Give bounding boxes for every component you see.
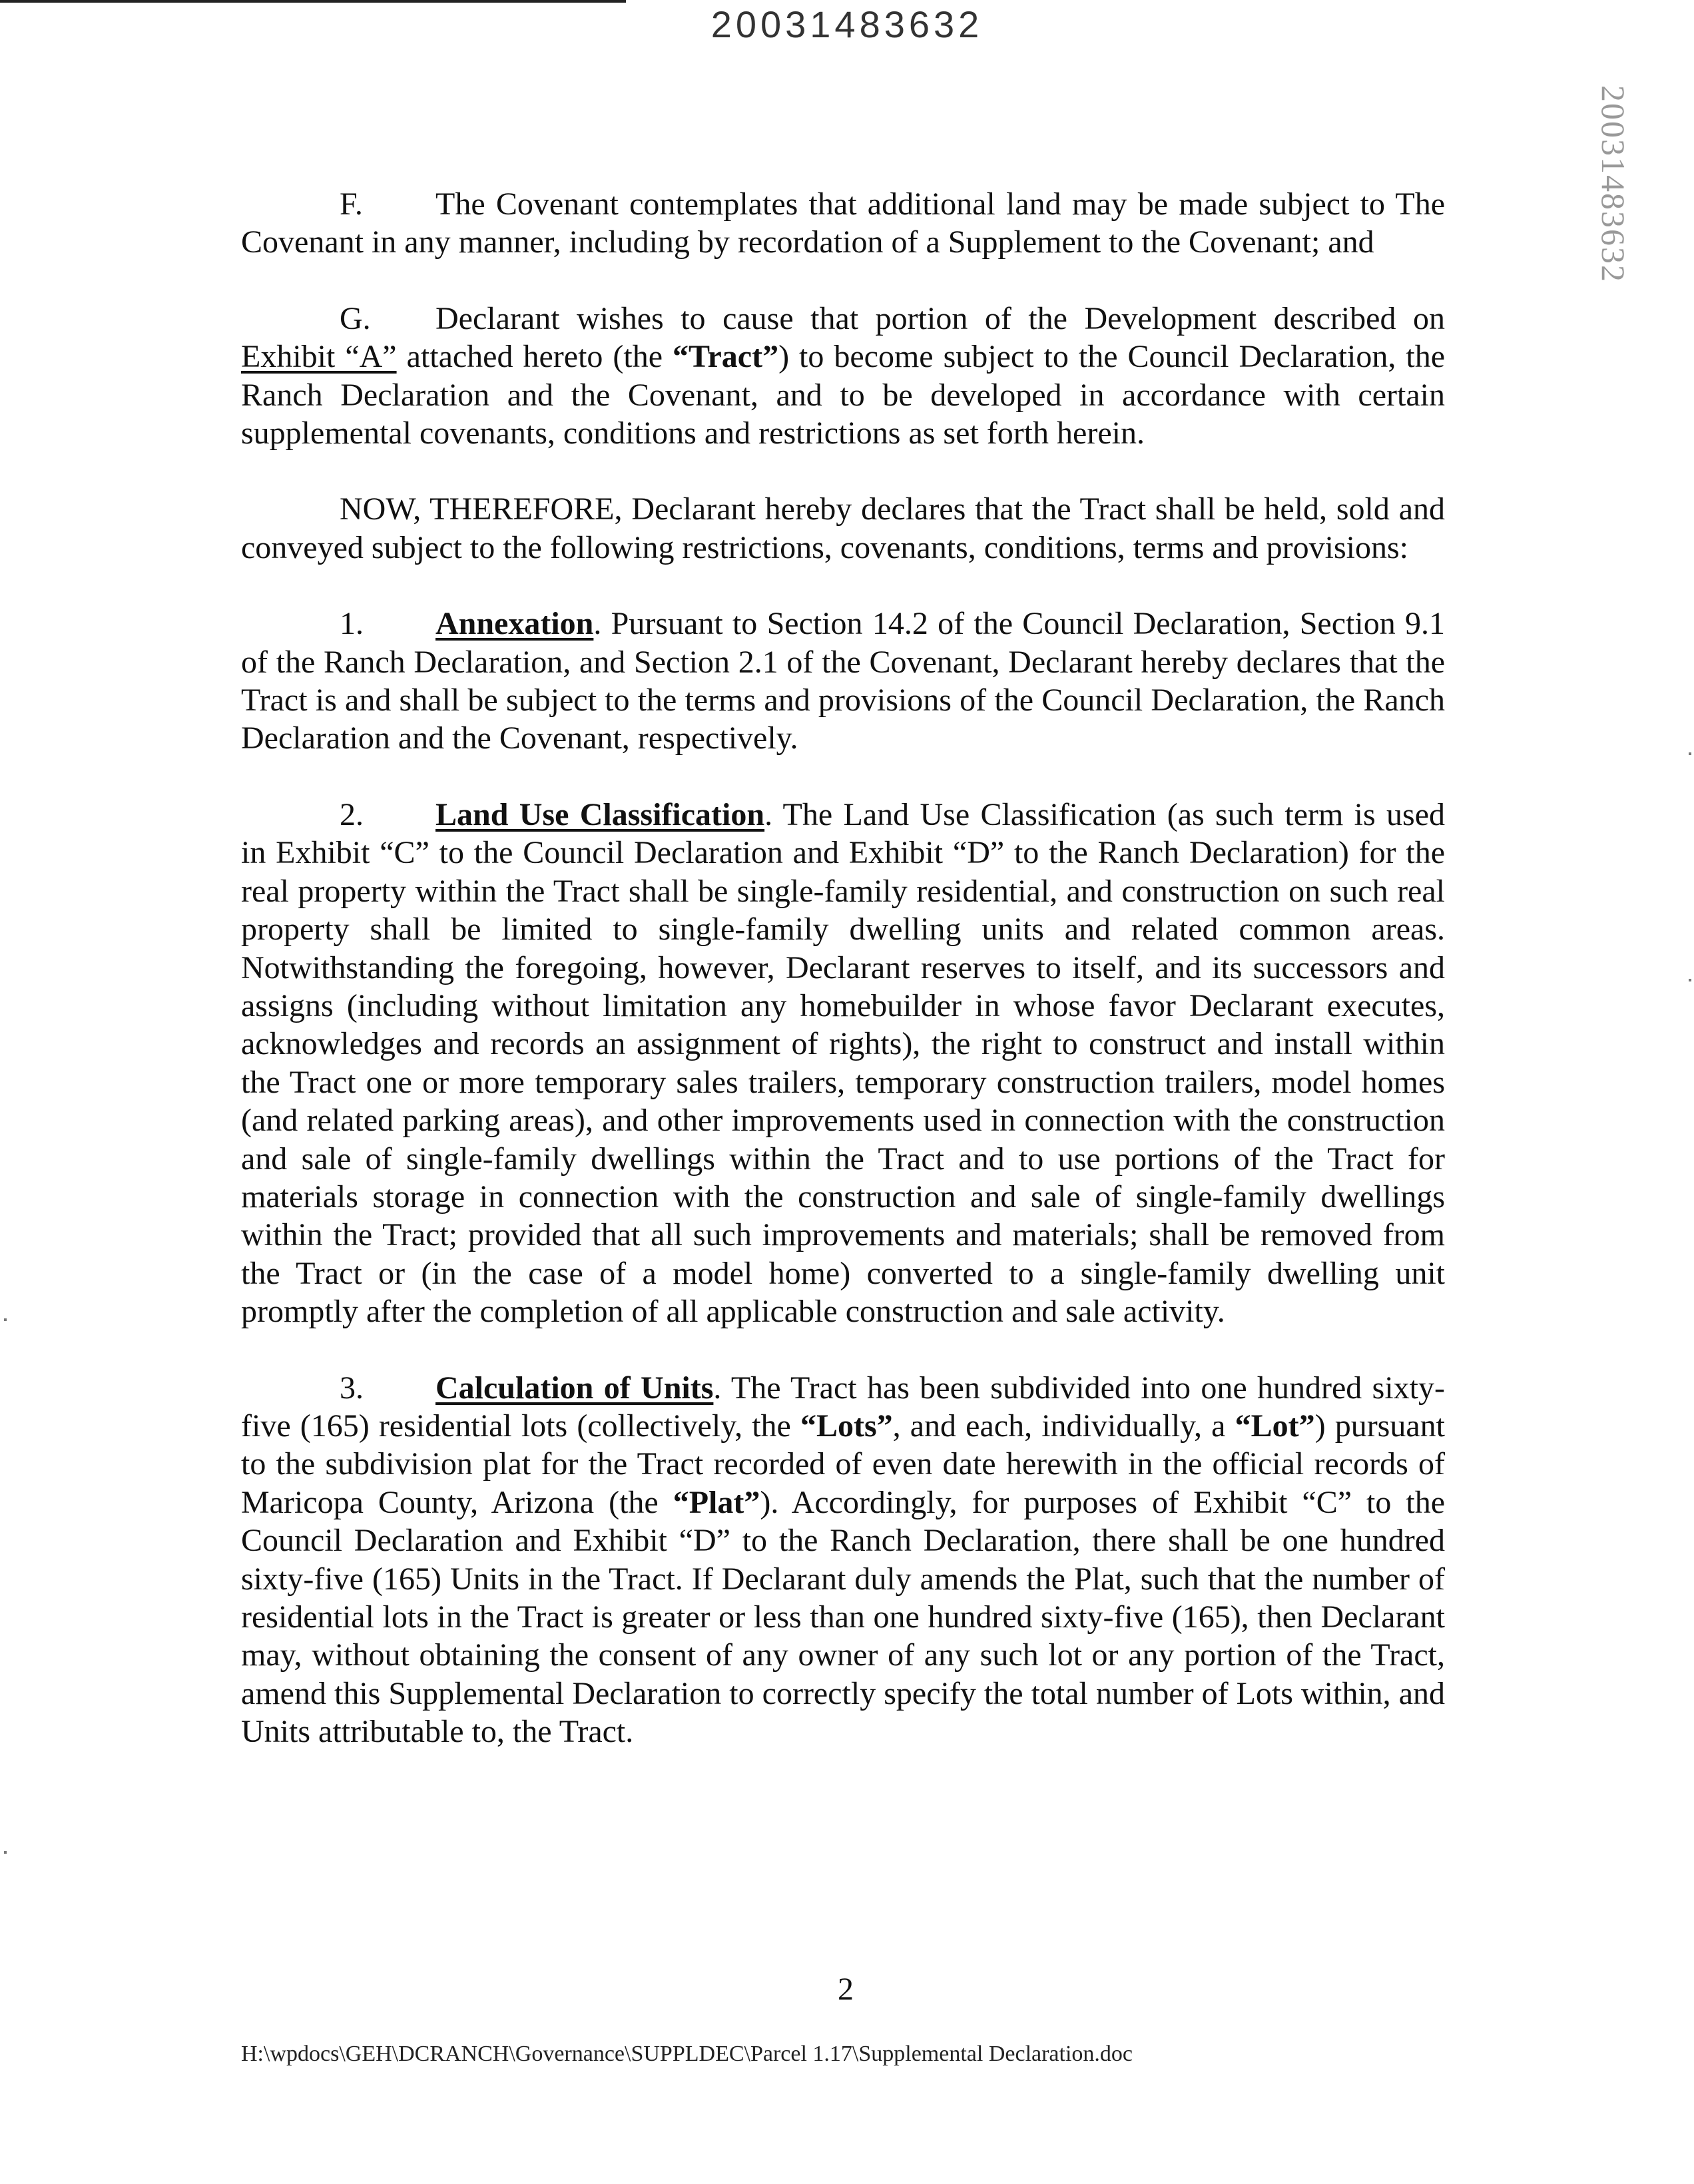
- paragraph-f: [241, 185, 1445, 262]
- section-number: 2.: [340, 796, 364, 832]
- scan-speck: [1689, 752, 1691, 755]
- paragraph-text: . The Land Use Classification (as such term is used in Exhibit “C” to the Council Declaration and Exhibit “D” to the Ranch Declaration) for the real property within the Tract shall be single-family residential, and construction on such real property shall be limited to single-family dwelling units and related common areas. Notwithstanding the foregoing, however, Declarant reserves to itself, and its successors and assigns (including without limitation any homebuilder in whose favor Declarant executes, acknowledges and records an assignment of rights), the right to construct and install within the Tract one or more temporary sales trailers, temporary construction trailers, model homes (and related parking areas), and other improvements used in connection with the construction and sale of single-family dwellings within the Tract and to use portions of the Tract for materials storage in connection with the construction and sale of single-family dwellings within the Tract; provided that all such improvements and materials; shall be removed from the Tract or (in the case of a model home) converted to a single-family dwelling unit promptly after the completion of all applicable construction and sale activity.: [241, 796, 1446, 1330]
- side-recording-stamp: 20031483632: [1595, 85, 1632, 283]
- recording-number: 20031483632: [710, 3, 984, 45]
- section-number: 1.: [340, 606, 364, 642]
- exhibit-reference: Exhibit “A”: [241, 339, 397, 375]
- section-number: 3.: [340, 1370, 364, 1406]
- paragraph-text: ) to become subject to the Council Declaration, the Ranch Declaration and the Covenant, and to be developed in accordance with certain supplemental covenants, conditions and restrictions as set forth herein.: [241, 339, 1446, 451]
- paragraph-text: ) pursuant to the subdivision plat for the Tract recorded of even date herewith in the official records of Maricopa County, Arizona (the: [241, 1408, 1445, 1520]
- section-2-land-use: [241, 796, 1445, 1331]
- section-heading: Calculation of Units: [435, 1370, 714, 1406]
- paragraph-text: attached hereto (the: [406, 339, 673, 375]
- paragraph-text: ). Accordingly, for purposes of Exhibit “C” to the Council Declaration and Exhibit “D” to the Ranch Declaration, there shall be one hundred sixty-five (165) Units in the Tract. If Declarant duly amends the Plat, such that the number of residential lots in the Tract is greater or less than one hundred sixty-five (165), then Declarant may, without obtaining the consent of any owner of any such lot or any portion of the Tract, amend this Supplemental Declaration to correctly specify the total number of Lots within, and Units attributable to, the Tract.: [241, 1484, 1445, 1750]
- section-3-calculation-of-units: [241, 1369, 1445, 1751]
- defined-term-plat: “Plat”: [673, 1484, 760, 1520]
- section-1-annexation: [241, 605, 1445, 758]
- scan-speck: [4, 1851, 7, 1854]
- paragraph-marker: G.: [340, 300, 371, 336]
- defined-term-lot: “Lot”: [1235, 1408, 1315, 1444]
- scan-speck: [1689, 979, 1691, 981]
- paragraph-text: Declarant wishes to cause that portion of the Development described on: [435, 300, 1445, 336]
- paragraph-text: The Covenant contemplates that additional land may be made subject to The Covenant in any manner, including by recordation of a Supplement to the Covenant; and: [241, 186, 1445, 260]
- paragraph-text: . The Tract has been subdivided into one hundred sixty-five (165) residential lots (collectively, the: [241, 1370, 1445, 1444]
- file-path-footer: H:\wpdocs\GEH\DCRANCH\Governance\SUPPLDEC\Parcel 1.17\Supplemental Declaration.doc: [241, 2042, 1133, 2066]
- paragraph-text: NOW, THEREFORE, Declarant hereby declares that the Tract shall be held, sold and conveyed subject to the following restrictions, covenants, conditions, terms and provisions:: [241, 491, 1445, 565]
- section-heading: Annexation: [435, 606, 594, 642]
- paragraph-text: , and each, individually, a: [892, 1408, 1235, 1444]
- paragraph-now-therefore: [241, 490, 1445, 567]
- defined-term-lots: “Lots”: [800, 1408, 893, 1444]
- scan-speck: [4, 1318, 7, 1321]
- page-number: 2: [838, 1972, 854, 2007]
- section-heading: Land Use Classification: [435, 796, 765, 832]
- paragraph-marker: F.: [340, 186, 363, 222]
- defined-term-tract: “Tract”: [673, 339, 779, 375]
- paragraph-g: [241, 300, 1445, 453]
- paragraph-text: . Pursuant to Section 14.2 of the Council Declaration, Section 9.1 of the Ranch Declaration, and Section 2.1 of the Covenant, Declarant hereby declares that the Tract is and shall be subject to the terms and provisions of the Council Declaration, the Ranch Declaration and the Covenant, respectively.: [241, 606, 1445, 756]
- document-body: [241, 185, 1445, 1789]
